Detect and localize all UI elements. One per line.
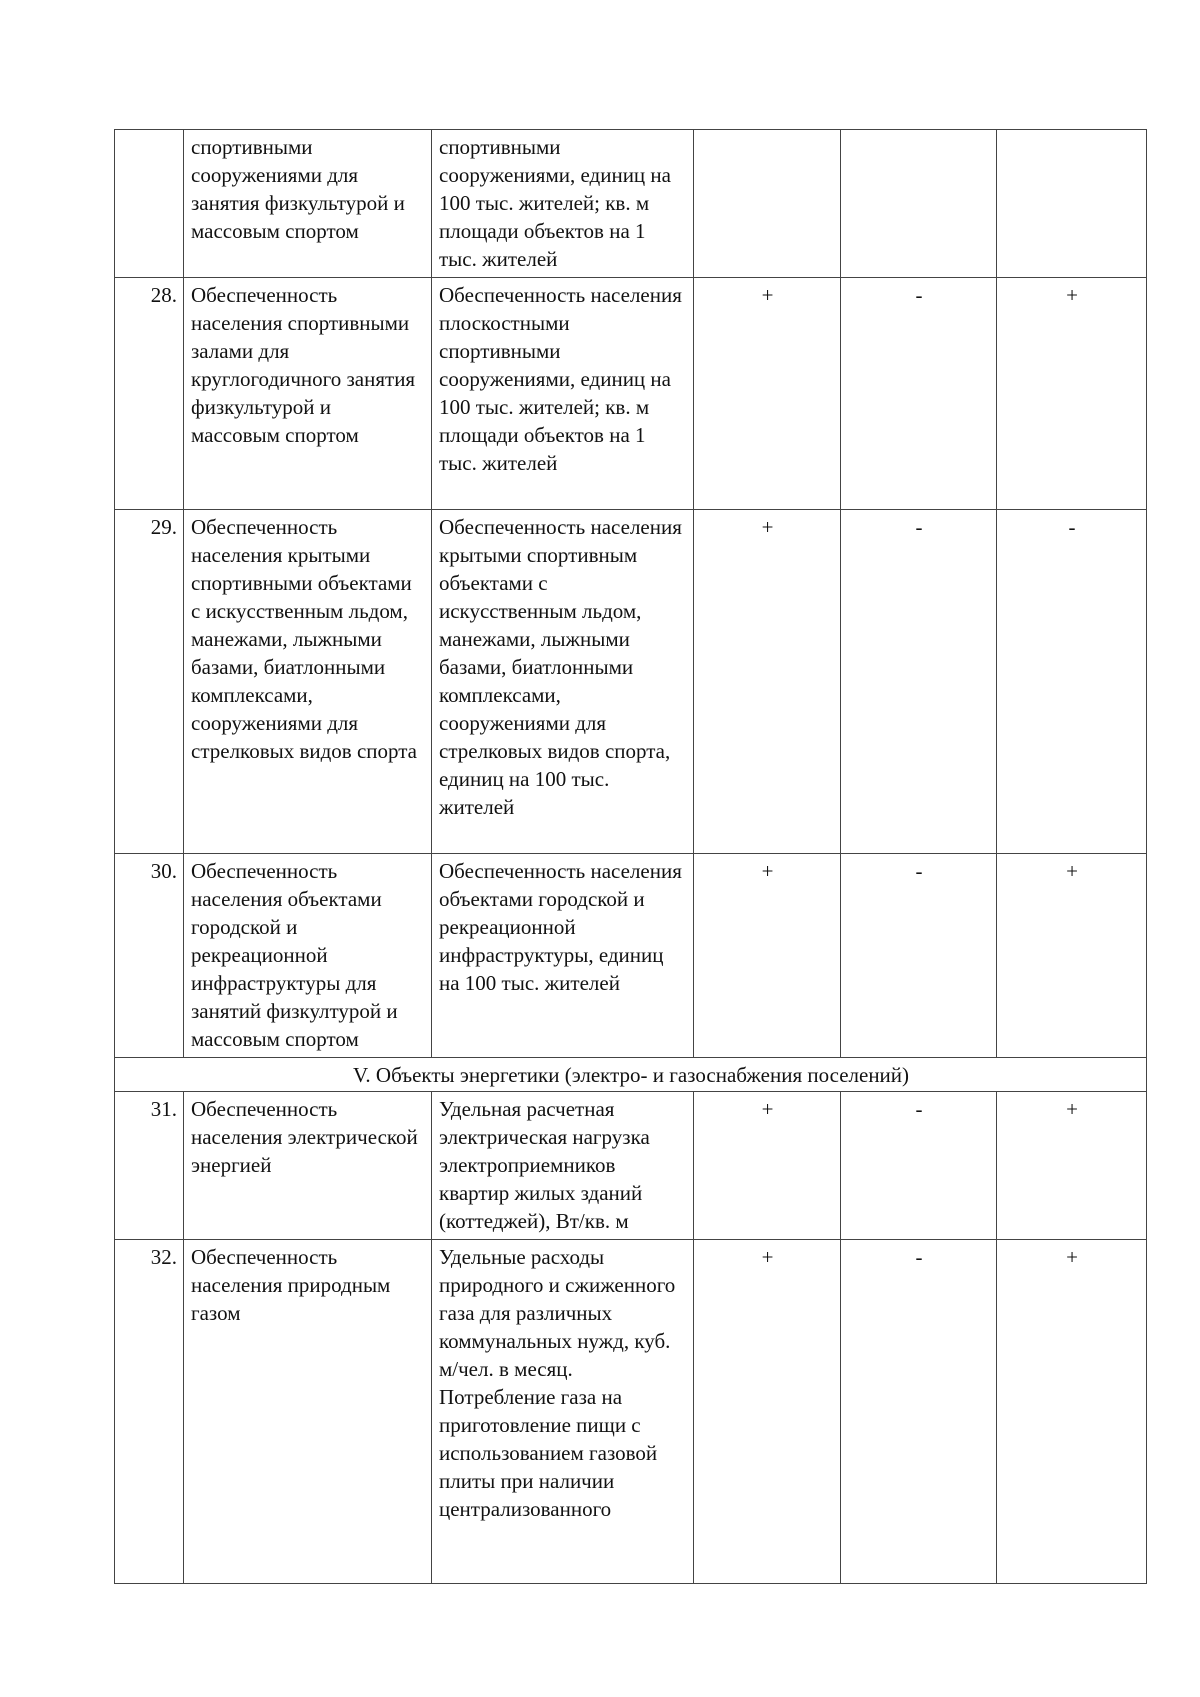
mark-cell-2	[841, 130, 997, 278]
mark-cell-1: +	[694, 1240, 841, 1584]
mark-cell-3	[997, 130, 1147, 278]
mark-cell-1: +	[694, 278, 841, 510]
row-number: 28.	[115, 278, 184, 510]
table-row	[115, 1240, 1147, 1584]
mark-cell-2: -	[841, 1240, 997, 1584]
mark-cell-2: -	[841, 510, 997, 854]
table-row	[115, 1092, 1147, 1240]
mark-cell-3: +	[997, 278, 1147, 510]
table-row	[115, 130, 1147, 278]
mark-cell-3: +	[997, 1240, 1147, 1584]
indicator-cell: Обеспеченность населения электрической энергией	[184, 1092, 432, 1240]
row-number: 29.	[115, 510, 184, 854]
indicator-cell: Обеспеченность населения природным газом	[184, 1240, 432, 1584]
mark-cell-2: -	[841, 278, 997, 510]
mark-cell-3: +	[997, 854, 1147, 1058]
table-row	[115, 854, 1147, 1058]
mark-cell-3: +	[997, 1092, 1147, 1240]
indicator-cell: Обеспеченность населения объектами городской и рекреационной инфраструктуры для занятий физкултурой и массовым спортом	[184, 854, 432, 1058]
indicator-cell: Обеспеченность населения крытыми спортивными объектами с искусственным льдом, манежами, лыжными базами, биатлонными комплексами, сооружениями для стрелковых видов спорта	[184, 510, 432, 854]
table-row	[115, 510, 1147, 854]
mark-cell-2: -	[841, 1092, 997, 1240]
indicator-table	[114, 129, 1147, 1584]
row-number: 30.	[115, 854, 184, 1058]
norm-cell: Удельные расходы природного и сжиженного газа для различных коммунальных нужд, куб. м/чел. в месяц. Потребление газа на приготовление пищи с использованием газовой плиты при наличии централизованного	[432, 1240, 694, 1584]
mark-cell-3: -	[997, 510, 1147, 854]
row-number: 32.	[115, 1240, 184, 1584]
indicator-cell: Обеспеченность населения спортивными залами для круглогодичного занятия физкультурой и массовым спортом	[184, 278, 432, 510]
norm-cell: Обеспеченность населения крытыми спортивным объектами с искусственным льдом, манежами, лыжными базами, биатлонными комплексами, сооружениями для стрелковых видов спорта, единиц на 100 тыс. жителей	[432, 510, 694, 854]
mark-cell-2: -	[841, 854, 997, 1058]
norm-cell: Обеспеченность населения объектами городской и рекреационной инфраструктуры, единиц на 100 тыс. жителей	[432, 854, 694, 1058]
row-number	[115, 130, 184, 278]
section-heading: V. Объекты энергетики (электро- и газоснабжения поселений)	[115, 1058, 1147, 1092]
norm-cell: Удельная расчетная электрическая нагрузка электроприемников квартир жилых зданий (коттеджей), Вт/кв. м	[432, 1092, 694, 1240]
mark-cell-1: +	[694, 510, 841, 854]
norm-cell: Обеспеченность населения плоскостными спортивными сооружениями, единиц на 100 тыс. жителей; кв. м площади объектов на 1 тыс. жителей	[432, 278, 694, 510]
mark-cell-1: +	[694, 1092, 841, 1240]
table-row	[115, 278, 1147, 510]
norm-cell: спортивными сооружениями, единиц на 100 тыс. жителей; кв. м площади объектов на 1 тыс. жителей	[432, 130, 694, 278]
mark-cell-1: +	[694, 854, 841, 1058]
section-row	[115, 1058, 1147, 1092]
row-number: 31.	[115, 1092, 184, 1240]
indicator-cell: спортивными сооружениями для занятия физкультурой и массовым спортом	[184, 130, 432, 278]
mark-cell-1	[694, 130, 841, 278]
